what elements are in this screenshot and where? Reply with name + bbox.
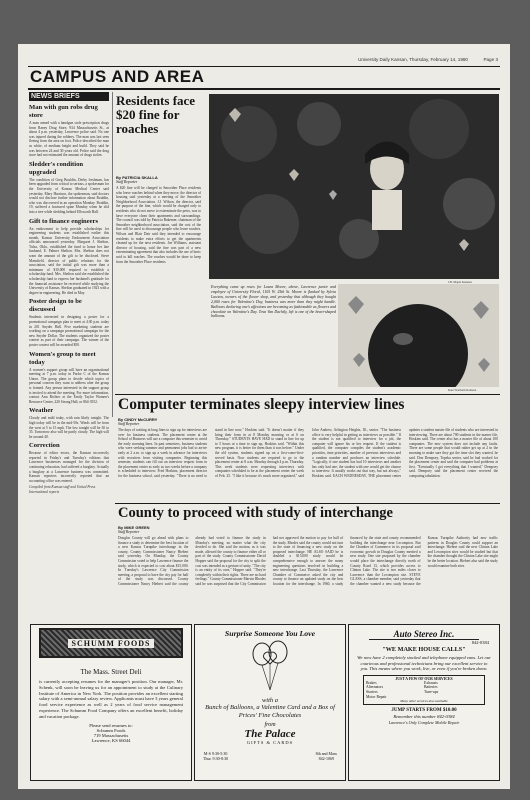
balloon-photo-art bbox=[338, 284, 499, 387]
palace-address: 8th and Mass bbox=[315, 751, 337, 756]
page-number: Page 3 bbox=[483, 57, 498, 62]
brief-body: Because of editor errors, the Kansan incorrectly reported in Friday's and Tuesday's editions that Lawrence businesses managed for the division of continuing education, had suffered a burglary. Actually a burglary at a Lawrence business was committed. Kansan reporters incorrectly reported that an accounting office was entered. bbox=[29, 451, 109, 483]
news-briefs-list bbox=[29, 104, 109, 483]
section-title: CAMPUS AND AREA bbox=[30, 67, 205, 86]
brief-headline: Sledder's condition upgraded bbox=[29, 160, 84, 176]
brief-body: Cloudy and mild today, with rain likely tonight. The high today will be in the mid-50s. Winds will be from the west at 5 to 15 mph. The low tonight will be 30 to 35. Tomorrow also will be partly cloudy. The high will be around 40. bbox=[29, 416, 109, 439]
valentine-photo bbox=[209, 94, 499, 279]
palace-phone: 842-1069 bbox=[318, 756, 334, 761]
schumm-banner-text: SCHUMM FOODS bbox=[68, 639, 155, 648]
news-briefs-column bbox=[29, 92, 109, 622]
photo-caption: Everything came up roses for Laura Moore, above, Lawrence junior and employee of University Floral, 1105 W. 25th St. Moore is flanked by Sylvia Lawton, owners of the flower shop, and yesterday that although they bought 2,000 roses for Valentine's Day, business was more than they might handle. Balloons declaring one's affections are becoming as fashionable as flowers and chocolate on Valentine's Day. Tova Van Dachtly, left is one of the heart-shaped balloons. bbox=[211, 285, 336, 319]
brief-body: An endowment to help provide scholarships for engineering students was established earlier this month, Kansas University Endowment Association officials announced yesterday. Margaret J. Shelton, Tulsa, Okla., established the fund to honor her late husband, E. Palmer Shelton. Mrs. Shelton does not want the amount of the gift to be disclosed. Steve Mansfield, director of public relations for the association, said the initial gift was more than a minimum of $10,000 required to establish a scholarship fund. Mrs. Shelton said she established the scholarship fund to express her husband's gratitude for the financial assistance he received while studying the University of Kansas. Shelton graduated in 1923 with a degree in engineering. He died in May. bbox=[29, 226, 109, 295]
schumm-contact-street: 719 Massachusetts bbox=[93, 732, 129, 738]
auto-ad bbox=[348, 624, 500, 781]
roaches-byline: By PATRICIA SKALLA bbox=[116, 175, 158, 180]
balloon-photo bbox=[338, 284, 499, 387]
schumm-ad bbox=[30, 624, 192, 781]
brief-headline: Weather bbox=[29, 407, 54, 415]
auto-brand: Auto Stereo Inc. bbox=[369, 629, 479, 640]
auto-service-item: Motor Repair bbox=[366, 694, 387, 699]
balloons-icon bbox=[240, 640, 300, 692]
auto-service-item: Batteries bbox=[424, 685, 438, 690]
palace-with: with a bbox=[261, 697, 279, 704]
interview-byline: By CINDY McCURRY bbox=[118, 417, 158, 422]
auto-body: We now have 2 completely stocked and telephone equipped vans. Let our courteous and professional technicians bring our excellent service to you. This means where you work, live, or even if you're broken down. bbox=[357, 655, 491, 672]
auto-service-item: Tune-ups bbox=[424, 689, 439, 694]
brief-headline: Gift to finance engineers bbox=[29, 217, 99, 225]
interview-headline: Computer terminates sleepy interview lines bbox=[118, 396, 405, 413]
roaches-role: Staff Reporter bbox=[116, 180, 138, 184]
brief-body: Students interested in designing a poster for a promotional campaign plan to meet at 4:30 p.m. today in 201 Snyder Hall. Five marketing students are working on a campaign promotional campaign for the new Snyder Dollar. The students organized the poster contest as part of their campaign. The winner of the poster contest will be awarded $50. bbox=[29, 315, 109, 347]
auto-services-list bbox=[366, 681, 482, 699]
palace-shop-sub: GIFTS & CARDS bbox=[246, 740, 294, 745]
palace-hours1: M-S 9:30-5:30 bbox=[203, 751, 228, 756]
brief-headline: Man with gun robs drug store bbox=[29, 104, 98, 119]
photo-credit-bottom: Kate Wortham Kanteen bbox=[448, 388, 477, 392]
auto-remember: Remember this number 842-0384 bbox=[393, 714, 455, 720]
palace-hours2: Thur. 9:30-8:30 bbox=[203, 756, 229, 761]
brief-headline: Correction bbox=[29, 442, 60, 450]
auto-services-title: JUST A FEW OF OUR SERVICES bbox=[395, 676, 453, 681]
news-briefs-title: NEWS BRIEFS bbox=[29, 92, 109, 101]
auto-service-item: Starters bbox=[366, 689, 378, 694]
paper-dateline: University Daily Kansan, Thursday, February 14, 1980 bbox=[358, 57, 468, 62]
brief-body: A man armed with a handgun stole prescription drugs from Raney Drug Store, 934 Massachusetts St., at about 4 p.m. yesterday, Lawrence police said. No one was injured during the robbery. The man was last seen fleeing from the area on foot. Police described the man as white, of medium height and build. They said he was between 24 and 30 years old. Police said the drug store had not estimated the amount of drugs stolen. bbox=[29, 121, 109, 158]
schumm-contact-city: Lawrence, KS 66044 bbox=[91, 737, 131, 743]
county-headline: County to proceed with study of interchange bbox=[118, 505, 393, 521]
auto-note: Many other services also available bbox=[400, 699, 448, 704]
interview-role: Staff Reporter bbox=[118, 422, 140, 426]
schumm-banner bbox=[39, 628, 183, 658]
auto-tagline: "WE MAKE HOUSE CALLS" bbox=[382, 646, 466, 653]
county-role: Staff Reporter bbox=[118, 530, 140, 534]
brief-body: The condition of Greg Bouldin, Derby freshman, has been upgraded from critical to serious, a spokesman for the University of Kansas Medical Center said yesterday. Mary Harrison, the spokesman, said doctors would not disclose further information about Bouldin, who was discovered in an operation Monday. Bouldin, 19, suffered a fractured spine Monday when he slid into a tree while sledding behind Ellsworth Hall. bbox=[29, 177, 109, 214]
roaches-headline: Residents face $20 fine for roaches bbox=[116, 93, 196, 136]
brief-body: A women's support group will have an organizational meeting at 7 p.m. today in Parlor C of the Kansas Union. The group plans to decide which topics of personal concern they want to address after the group is formed. Any person interested in the support group is invited to attend the meeting. For more information, contact Ann Richter at the Emily Taylor Women's Resource Center, 220 Strong Hall, or 864-3552. bbox=[29, 367, 109, 404]
schumm-greeting: The Mass. Street Deli bbox=[80, 668, 142, 676]
auto-footer: Lawrence's Only Complete Mobile Repair bbox=[388, 720, 460, 726]
county-body: Douglas County will go ahead with plans to finance a study to determine the best location of a new Kansas Turnpike interchange in the county, County Commissioner Nancy Hiebert said yesterday. On Monday, the County Commission voted to help Lawrence finance the study, which is expected to cost about $15,000. In Tuesday's Lawrence City Commission meeting, a proposal to have the city pay for half of the study was discussed. County Commissioner Nancy Hiebert said the county already had voted to finance the study in Monday's meeting, no matter what the city decided to do. She said the motion, as it was made, allowed the county to finance either all or part of the study. County Commissioner David Hopper said the proposal for the city to split the cost was intended as a gesture of unity. "The city is an entity of its own," Hopper said. "They're completely within their rights. There are no hard feelings." County Commissioner Marvin Rhodes said he was surprised that the City Commission had not approved the motion to pay for half of the study. Rhodes said the county would not turn to the state of financing a new study on the proposed interchange. HE ALSO SAID he is doubled a $15,000 study would be comprehensive enough to answer the many engineering questions involved in building a new interchange. Last Thursday, the Lawrence Chamber of Commerce asked the city and county to finance an updated study on the best location for the interchange. In 1960, a study financed by the state and county recommended building the interchange near Lecompton. But the Chamber of Commerce in its proposal said economic growth in Douglas County merited a new study. One site proposed by the chamber would place the interchange directly north of County Road 13, which provides access to Clinton Lake. The site is two miles closer to Lawrence than the Lecompton site. STEVE GLASS, a chamber member, said yesterday that the chamber wanted a new study because the Kansas Turnpike Authority had new traffic patterns in Douglas County could support an interchange. Hiebert said the new Clinton Lake and Lecompton sites would be studied but that the chamber thought the Clinton Lake site might be the better location. Hiebert also said the study would examine both sites. bbox=[118, 536, 498, 586]
brief-headline: Women's group to meet today bbox=[29, 350, 96, 366]
palace-from: from bbox=[264, 722, 276, 728]
schumm-contact-intro: Please send resumes to: bbox=[89, 722, 133, 728]
brief-headline: Poster design to be discussed bbox=[29, 298, 82, 314]
auto-services-box bbox=[363, 675, 485, 705]
briefs-divider bbox=[112, 92, 113, 417]
schumm-contact-name: Schumm Foods bbox=[96, 727, 126, 733]
auto-service-item: Brakes bbox=[366, 680, 377, 685]
newspaper-page bbox=[18, 44, 510, 789]
auto-phone-top: 842-0384 bbox=[471, 640, 489, 645]
county-byline: By MIKE GREEN bbox=[118, 525, 150, 530]
photo-credit-top: J.B. Maple Kanteen bbox=[448, 280, 472, 284]
auto-hours: JUMP STARTS FROM $10.00 bbox=[391, 708, 457, 714]
palace-shop: The Palace bbox=[244, 728, 296, 740]
schumm-body: is currently accepting resumes for the manager's position. Our manager, Mr. Schenk, will soon be leaving us for an appointment to study at the Culinary Institute of America in New York. The position provides an excellent starting salary with a semi-annual salary review. Applicants must have 3 years general food service experience as well as 2 years of food service management experience. The Schumm Food Company offers an excellent benefit, holiday and vacation package. bbox=[39, 679, 183, 719]
interview-body: The days of waiting in long lines to sign up for interviews are over for business students. The placement center at the School of Business will use a computer this semester to avoid the early morning lines. In past semesters, business students who were seeking summer and permanent jobs had to arrive early at 2 a.m. to sign up a week in advance for interviews with recruiters from visiting companies. Beginning this semester, students can fill out an interview request form in the placement center as early as two weeks before a company is scheduled to interview. Fred Hoskins, placement director for the business school, said yesterday. "There is no need to stand in line now," Hoskins said. "It doesn't matter if they bring their form in at 8 Monday morning or at 6 on Thursday." STUDENTS HAVE HAD to stand in line for up to 5 hours at a time to sign up, Hoskins said. "Within this new program, it is better for them than it was before." Under the old system, students signed up on a first-come-first-served basis. Now students are required to go to the placement center at 8 a.m. Monday through 4 p.m. Thursday. This week students were requesting interviews with companies scheduled to be at the placement center the week of Feb. 25. "I like it because it's much more organized," said John Andrew, Arlington Heights, Ill., senior. "The business office is very helpful in getting as interviews as possible." If the student is not qualified to interview for a job, the computer will ignore his or her request. If the student is qualified, the computer compiles the student's academic priorities, time priorities, number of previous interviews and a random number and produces an interview schedule. "Logically, if one student has had 10 interviews and another has only had one, the student with one would get the chance to interview. It usually works out that way, but not always," Hoskins said. EACH WEDNESDAY, THE placement center updates a student master file of students who are interested in interviewing. There are about 700 students in the master file, Hoskins said. The center also has a master file of about 100 companies. The new system does not include any faults. There are some people that would rather get up at 2 in the morning to make sure they got the time slot they wanted, he said. Don Dempsey, Topeka senior, said he had worked for the placement center and said the computer had problems at first. "Eventually I got everything that I wanted," Dempsey said. Dempsey said the placement center received the computing tabulation. bbox=[118, 428, 498, 478]
palace-headline: Surprise Someone You Love bbox=[224, 629, 316, 638]
roaches-body: A $20 fine will be charged to Smoother Place residents who leave roaches behind when they move, the director of housing said yesterday at a meeting of the Smoother Neighborhood Association. J.J. Wilson, the director, said the purpose of the fine, which would be charged only to residents who do not move to exterminate the pests, was to have everyone clean their apartments and surroundings. The council was told by Patricia Bakemer, chairman of the Smoother neighborhood association, said the cost of the fine will be used to discourage people who leave roaches. Wilson and Blair Dair said they intended to encourage residents to make extra efforts to get the apartments cleaned up for the next residents. Joe Williams, assistant director of housing, said the fine was part of a new exterminating agreement that also includes the use of boric acid to kill roaches. The roaches would be done to keep from the Smoother Place residents. bbox=[116, 186, 201, 264]
palace-ad bbox=[194, 624, 346, 781]
auto-service-item: Exhausts bbox=[424, 680, 438, 685]
valentine-photo-art bbox=[209, 94, 499, 279]
header-rule-bottom bbox=[28, 88, 500, 90]
palace-footer bbox=[203, 751, 337, 761]
palace-body: Bunch of Balloons, a Valentine Card and a Box of Prices' Fine Chocolates bbox=[205, 704, 335, 719]
news-briefs-credit: Compiled from Kansan staff and United Press International reports bbox=[29, 485, 96, 495]
auto-service-item: Alternators bbox=[366, 685, 384, 690]
